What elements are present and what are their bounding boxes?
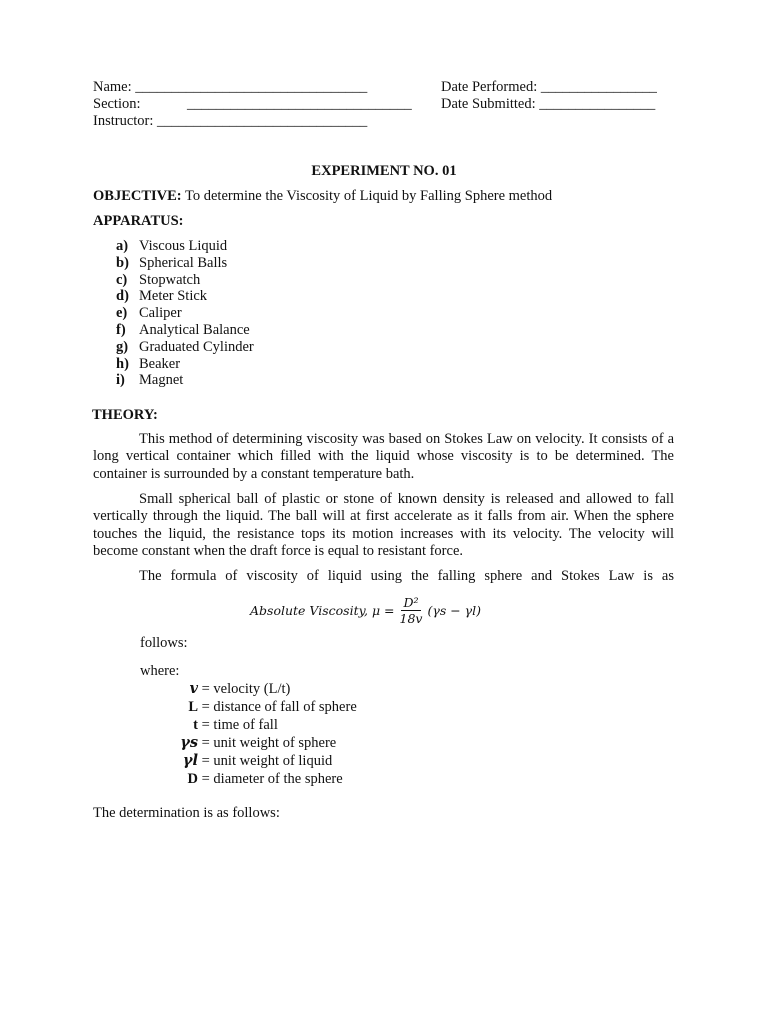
list-item: i) Magnet: [116, 372, 184, 389]
objective-text: To determine the Viscosity of Liquid by Falling Sphere method: [181, 188, 553, 204]
list-item: g) Graduated Cylinder: [116, 338, 254, 355]
list-item: c) Stopwatch: [116, 271, 201, 288]
section-field-label: Section:: [93, 96, 141, 112]
formula-lhs: Absolute Viscosity, μ =: [250, 602, 395, 618]
instructor-field-line: Instructor: _____________________________: [93, 113, 368, 129]
formula-rhs: (γs − γl): [427, 602, 482, 618]
list-item: D = diameter of the sphere: [187, 771, 343, 787]
list-item: t = time of fall: [193, 717, 278, 733]
objective-line: [93, 188, 552, 205]
theory-heading: THEORY:: [92, 407, 158, 423]
date-performed-field-line: Date Performed: ________________: [441, 79, 657, 95]
theory-paragraph-1: This method of determining viscosity was based on Stokes Law on velocity. It consists of a long vertical container which filled with the liquid whose viscosity is to be determined. The container is surrounded by a constant temperature bath.: [93, 431, 674, 482]
list-item: γl = unit weight of liquid: [182, 752, 333, 769]
determination-text: The determination is as follows:: [93, 805, 280, 821]
list-item: h) Beaker: [116, 355, 181, 372]
list-item: L = distance of fall of sphere: [188, 699, 357, 715]
theory-paragraph-3: The formula of viscosity of liquid using the falling sphere and Stokes Law is as: [139, 568, 674, 584]
formula-fraction: [398, 595, 425, 626]
section-field-line: _______________________________: [187, 96, 412, 112]
list-item: d) Meter Stick: [116, 288, 208, 305]
apparatus-list: [116, 238, 254, 389]
where-label: where:: [140, 663, 180, 679]
formula-numerator: D²: [403, 594, 419, 610]
objective-label: OBJECTIVE:: [93, 188, 182, 204]
list-item: γs = unit weight of sphere: [180, 734, 337, 751]
follows-text: follows:: [140, 635, 188, 651]
theory-paragraph-2: Small spherical ball of plastic or stone of known density is released and allowed to fall vertically through the liquid. The ball will at first accelerate as it falls from air. When the sphere touches the liquid, the resistance tops its motion increases with its velocity. The velocity will become constant when the draft force is equal to resistant force.: [93, 491, 674, 559]
list-item: f) Analytical Balance: [116, 321, 250, 338]
viscosity-formula: [250, 590, 525, 630]
date-submitted-field-line: Date Submitted: ________________: [441, 96, 656, 112]
variable-definitions: [140, 680, 357, 788]
list-item: v = velocity (L/t): [189, 680, 291, 697]
list-item: a) Viscous Liquid: [116, 238, 228, 254]
name-field-line: Name: ________________________________: [93, 79, 368, 95]
formula-denominator: 18v: [399, 610, 423, 626]
list-item: b) Spherical Balls: [116, 254, 228, 271]
experiment-title: EXPERIMENT NO. 01: [311, 163, 457, 179]
list-item: e) Caliper: [116, 305, 182, 322]
apparatus-heading: APPARATUS:: [93, 213, 184, 229]
